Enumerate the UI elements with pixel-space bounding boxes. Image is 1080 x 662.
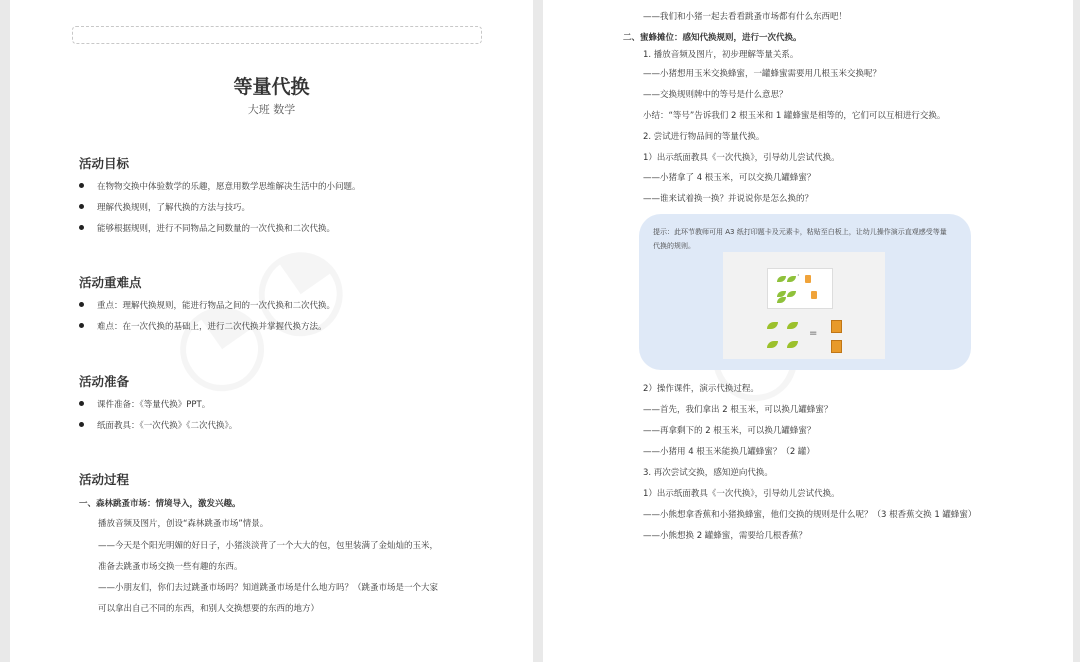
- goal-item: 能够根据规则，进行不同物品之间数量的一次代换和二次代换。: [79, 222, 335, 234]
- rule-card: ·: [767, 268, 833, 309]
- equals-icon: =: [809, 328, 818, 339]
- tip-box: [639, 214, 971, 370]
- goal-item: 在物物交换中体验数学的乐趣，愿意用数学思维解决生活中的小问题。: [79, 180, 361, 192]
- corn-icon: [787, 276, 796, 282]
- bullet-dot: [79, 302, 84, 307]
- process-step-title: 一、森林跳蚤市场：情境导入，激发兴趣。: [79, 499, 241, 509]
- honey-icon: [805, 275, 811, 283]
- process-line: 准备去跳蚤市场交换一些有趣的东西。: [98, 562, 243, 572]
- heading-key-points: 活动重难点: [79, 275, 142, 290]
- body-line: 3. 再次尝试交换，感知逆向代换。: [643, 468, 773, 478]
- bullet-dot: [79, 183, 84, 188]
- body-line: ——小猪用 4 根玉米能换几罐蜂蜜？（2 罐）: [643, 447, 815, 457]
- honey-icon: [831, 340, 842, 353]
- body-line: ——小猪想用玉米交换蜂蜜，一罐蜂蜜需要用几根玉米交换呢？: [643, 69, 882, 79]
- header-placeholder[interactable]: [72, 26, 482, 44]
- watermark: [141, 207, 372, 422]
- goal-item: 理解代换规则，了解代换的方法与技巧。: [79, 201, 250, 213]
- document-title: 等量代换: [233, 76, 310, 98]
- honey-icon: [831, 320, 842, 333]
- body-line: 1）出示纸面教具《一次代换》，引导幼儿尝试代换。: [643, 153, 840, 163]
- body-line: 2）操作课件，演示代换过程。: [643, 384, 759, 394]
- key-point-item: 难点：在一次代换的基础上，进行二次代换并掌握代换方法。: [79, 320, 327, 332]
- prep-item: 纸面教具：《一次代换》《二次代换》。: [79, 419, 237, 431]
- bullet-dot: [79, 323, 84, 328]
- exchange-card-image: [723, 252, 885, 359]
- body-line: ——小猪拿了 4 根玉米，可以交换几罐蜂蜜？: [643, 173, 816, 183]
- heading-goals: 活动目标: [79, 156, 130, 171]
- corn-icon: [767, 322, 778, 329]
- bullet-dot: [79, 204, 84, 209]
- bullet-dot: [79, 422, 84, 427]
- document-page-left: [10, 0, 533, 662]
- body-line: 小结：“等号”告诉我们 2 根玉米和 1 罐蜂蜜是相等的，它们可以互相进行交换。: [643, 111, 946, 121]
- body-line: ——小熊想换 2 罐蜂蜜，需要给几根香蕉？: [643, 531, 807, 541]
- corn-icon: [787, 322, 798, 329]
- process-line: 播放音频及图片，创设“森林跳蚤市场”情景。: [98, 519, 269, 529]
- process-line: ——今天是个阳光明媚的好日子，小猪淡淡背了一个大大的包，包里装满了金灿灿的玉米，: [98, 541, 439, 551]
- body-line: 1. 播放音频及图片，初步理解等量关系。: [643, 50, 799, 60]
- process-line: ——小朋友们，你们去过跳蚤市场吗？知道跳蚤市场是什么地方吗？（跳蚤市场是一个大家: [98, 583, 439, 593]
- body-line: 1）出示纸面教具《一次代换》，引导幼儿尝试代换。: [643, 489, 840, 499]
- bullet-dot: [79, 401, 84, 406]
- corn-icon: [787, 291, 796, 297]
- corn-icon: [787, 341, 798, 348]
- honey-icon: [811, 291, 817, 299]
- body-line: ——首先，我们拿出 2 根玉米，可以换几罐蜂蜜？: [643, 405, 833, 415]
- process-line: 可以拿出自己不同的东西，和别人交换想要的东西的地方）: [98, 604, 320, 614]
- prep-item: 课件准备：《等量代换》PPT。: [79, 398, 210, 410]
- body-line: ——交换规则牌中的等号是什么意思？: [643, 90, 788, 100]
- body-line: ——小熊想拿香蕉和小猪换蜂蜜，他们交换的规则是什么呢？（3 根香蕉交换 1 罐蜂蜜）: [643, 510, 977, 520]
- body-line: 2. 尝试进行物品间的等量代换。: [643, 132, 765, 142]
- heading-prep: 活动准备: [79, 374, 130, 389]
- key-point-item: 重点：理解代换规则，能进行物品之间的一次代换和二次代换。: [79, 299, 335, 311]
- bullet-dot: [79, 225, 84, 230]
- document-subtitle: 大班 数学: [247, 103, 296, 116]
- body-line: ——我们和小猪一起去看看跳蚤市场都有什么东西吧！: [643, 12, 848, 22]
- corn-icon: [777, 276, 786, 282]
- document-page-right: [543, 0, 1073, 662]
- corn-icon: [767, 341, 778, 348]
- body-line: ——再拿剩下的 2 根玉米，可以换几罐蜂蜜？: [643, 426, 816, 436]
- section-title: 二、蜜蜂摊位：感知代换规则，进行一次代换。: [623, 33, 802, 43]
- corn-icon: [777, 297, 786, 303]
- tip-text: 提示：此环节教师可用 A3 纸打印题卡及元素卡，粘贴至白板上，让幼儿操作演示直观感受等量代换的规则。: [653, 228, 947, 250]
- heading-process: 活动过程: [79, 472, 130, 487]
- body-line: ——谁来试着换一换？并说说你是怎么换的？: [643, 194, 814, 204]
